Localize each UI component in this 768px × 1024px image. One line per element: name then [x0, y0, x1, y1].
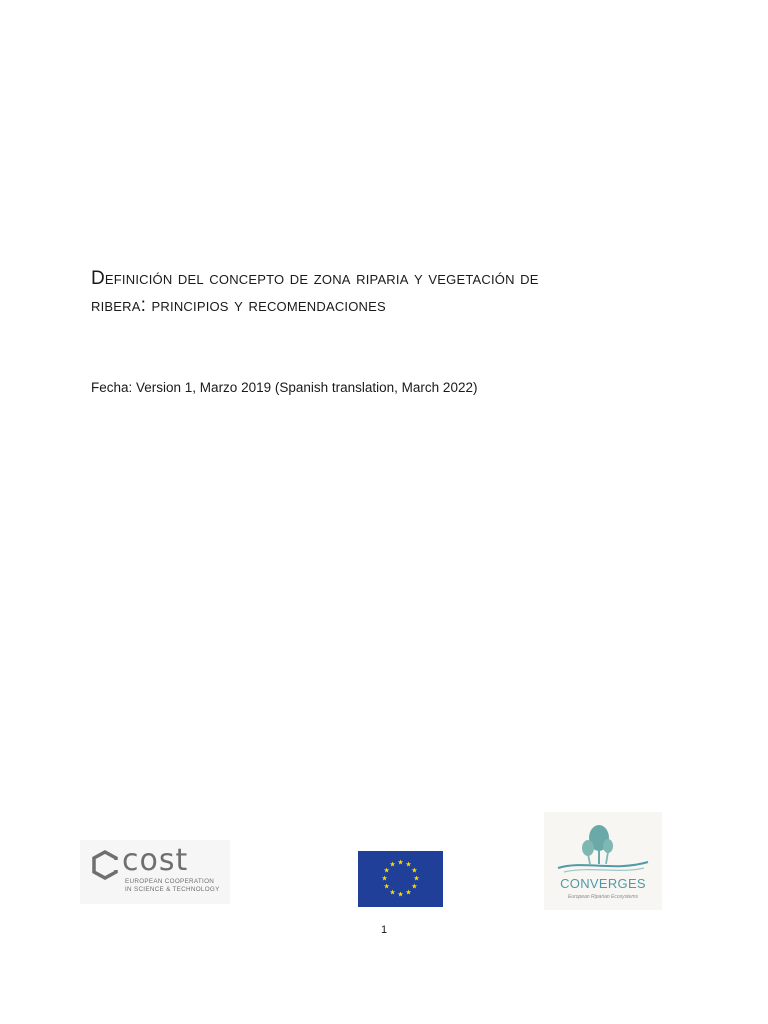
eu-stars-circle	[358, 851, 443, 907]
svg-text:★: ★	[389, 888, 396, 897]
converges-logo	[544, 812, 662, 910]
page-number: 1	[380, 924, 388, 936]
document-title-line-1: Definición del concepto de zona riparia y vegetación de	[91, 268, 539, 289]
svg-text:★: ★	[413, 874, 420, 883]
svg-text:★: ★	[397, 858, 404, 867]
cost-logo-subtitle-line-2: IN SCIENCE & TECHNOLOGY	[125, 886, 220, 893]
svg-text:★: ★	[397, 890, 404, 899]
svg-text:★: ★	[383, 866, 390, 875]
svg-text:★: ★	[405, 888, 412, 897]
cost-logo	[80, 840, 230, 904]
converges-logo-subtitle: European Riparian Ecosystems	[567, 894, 639, 900]
svg-text:★: ★	[411, 866, 418, 875]
cost-hexagon-icon	[91, 850, 119, 880]
svg-text:★: ★	[381, 874, 388, 883]
cost-logo-subtitle	[125, 878, 220, 894]
cost-logo-subtitle-line-1: EUROPEAN COOPERATION	[125, 878, 215, 885]
document-date: Fecha: Version 1, Marzo 2019 (Spanish translation, March 2022)	[91, 380, 478, 395]
svg-text:★: ★	[411, 882, 418, 891]
converges-logo-word: CONVERGES	[560, 876, 646, 891]
document-title-line-2: ribera: principios y recomendaciones	[91, 295, 386, 316]
eu-flag-icon	[358, 851, 443, 907]
svg-text:★: ★	[405, 860, 412, 869]
svg-text:★: ★	[383, 882, 390, 891]
svg-text:★: ★	[389, 860, 396, 869]
cost-logo-word: cost	[122, 843, 189, 878]
document-title	[91, 265, 691, 319]
converges-trees-icon	[544, 812, 662, 876]
